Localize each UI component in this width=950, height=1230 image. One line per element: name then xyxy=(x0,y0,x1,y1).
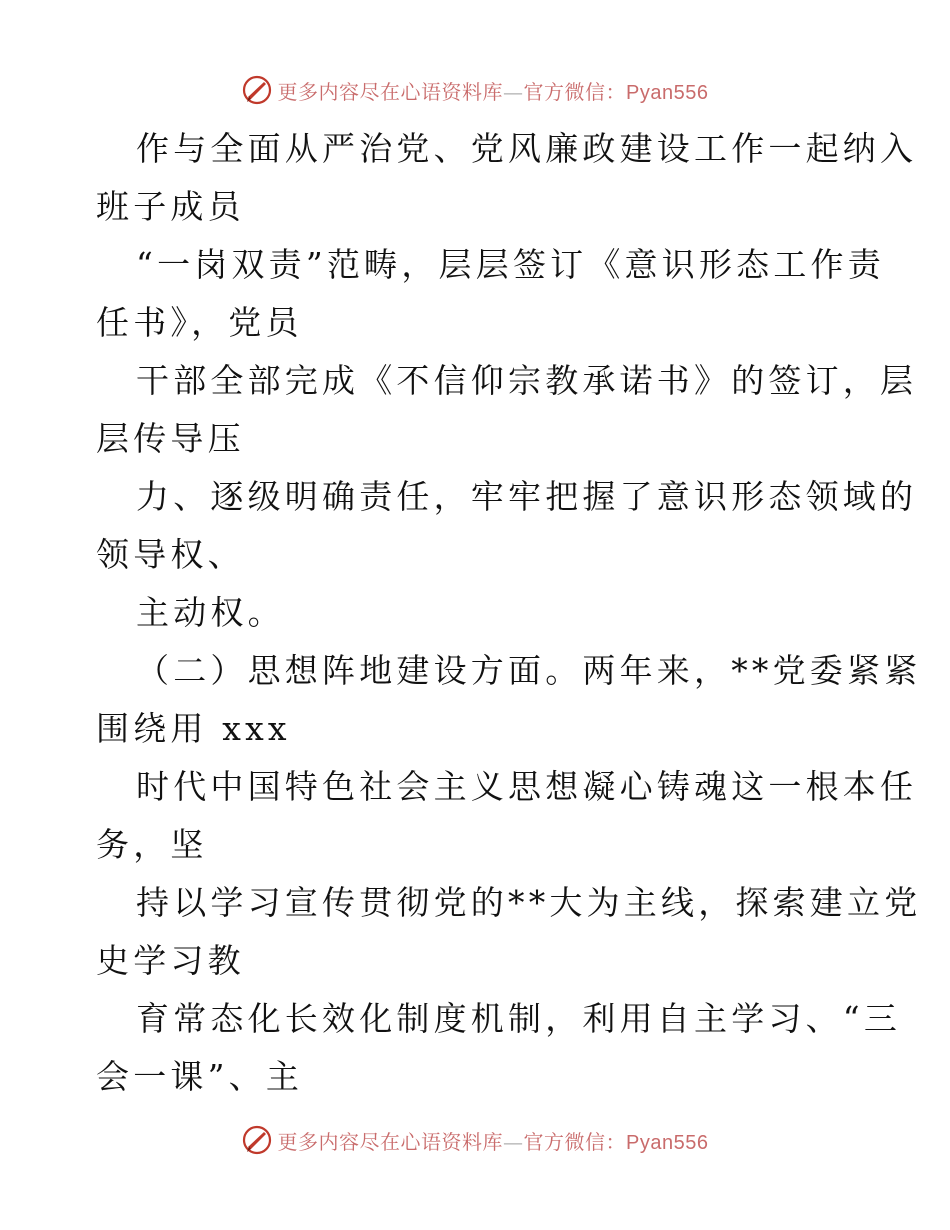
header-wechat-text: 官方微信：Pyan556 xyxy=(523,81,709,104)
header-brand-text: 更多内容尽在心语资料库 xyxy=(277,79,504,104)
quill-pen-logo-icon xyxy=(242,1125,272,1155)
body-line: 持以学习宣传贯彻党的**大为主线，探索建立党 xyxy=(136,883,922,922)
body-line: 作与全面从严治党、党风廉政建设工作一起纳入 xyxy=(136,129,918,168)
body-line: 史学习教 xyxy=(96,941,245,980)
body-line: 领导权、 xyxy=(96,535,245,574)
quill-pen-logo-icon xyxy=(242,75,272,105)
body-line: 班子成员 xyxy=(96,187,245,226)
body-line: 任书》，党员 xyxy=(96,303,303,342)
body-line: （二）思想阵地建设方面。两年来，**党委紧紧 xyxy=(136,651,922,690)
body-line: 层传导压 xyxy=(96,419,245,458)
header-separator: — xyxy=(503,79,524,104)
body-line: 干部全部完成《不信仰宗教承诺书》的签订，层 xyxy=(136,361,918,400)
body-line: 务，坚 xyxy=(96,825,208,864)
body-line: “一岗双责”范畴，层层签订《意识形态工作责 xyxy=(136,245,885,284)
header-watermark xyxy=(0,70,950,110)
document-body xyxy=(96,120,922,1106)
footer-separator: — xyxy=(503,1129,524,1154)
footer-watermark xyxy=(0,1120,950,1160)
body-line: 时代中国特色社会主义思想凝心铸魂这一根本任 xyxy=(136,767,918,806)
body-line: 围绕用 xxx xyxy=(96,709,291,748)
footer-wechat-text: 官方微信：Pyan556 xyxy=(523,1131,709,1154)
body-line: 会一课”、主 xyxy=(96,1057,304,1096)
body-line: 育常态化长效化制度机制，利用自主学习、“三 xyxy=(136,999,902,1038)
body-line: 力、逐级明确责任，牢牢把握了意识形态领域的 xyxy=(136,477,918,516)
body-line: 主动权。 xyxy=(136,593,285,632)
footer-brand-text: 更多内容尽在心语资料库 xyxy=(277,1129,504,1154)
